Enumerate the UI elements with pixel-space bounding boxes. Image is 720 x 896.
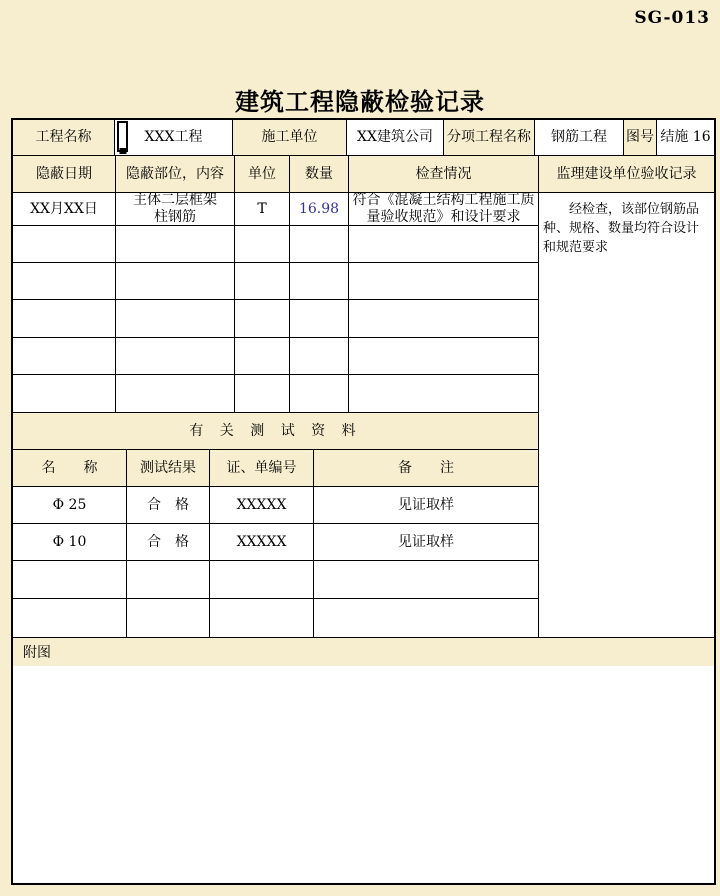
drawing-no-label: 图号 <box>624 120 657 156</box>
sub-project-field[interactable]: 钢筋工程 <box>535 120 624 156</box>
table-body <box>13 193 714 638</box>
record-date-cell[interactable] <box>13 375 116 413</box>
sub-project-label: 分项工程名称 <box>444 120 535 156</box>
test-cert-no-cell[interactable]: XXXXX <box>210 524 314 561</box>
test-name-cell[interactable] <box>13 599 127 638</box>
project-name-field[interactable] <box>115 120 233 156</box>
record-row <box>13 193 539 226</box>
col-header-quantity: 数量 <box>290 156 349 193</box>
record-part-cell[interactable] <box>116 226 235 263</box>
test-row <box>13 561 539 599</box>
test-cert-no-cell[interactable]: XXXXX <box>210 487 314 524</box>
record-inspection-cell[interactable] <box>349 338 539 375</box>
drawing-no-field[interactable]: 结施 16 <box>657 120 714 156</box>
test-name-cell[interactable]: Φ 25 <box>13 487 127 524</box>
test-cert-no-cell[interactable] <box>210 561 314 599</box>
test-col-remark: 备 注 <box>314 450 539 487</box>
record-quantity-cell[interactable] <box>290 300 349 338</box>
test-section-title: 有 关 测 试 资 料 <box>13 413 539 450</box>
test-result-cell[interactable]: 合 格 <box>127 524 210 561</box>
record-row <box>13 263 539 300</box>
test-remark-cell[interactable]: 见证取样 <box>314 524 539 561</box>
constructor-label: 施工单位 <box>233 120 347 156</box>
record-unit-cell[interactable] <box>235 300 290 338</box>
test-row <box>13 524 539 561</box>
test-result-cell[interactable] <box>127 561 210 599</box>
record-row <box>13 300 539 338</box>
record-inspection-cell[interactable]: 符合《混凝土结构工程施工质量验收规范》和设计要求 <box>349 193 539 226</box>
record-part-cell[interactable] <box>116 338 235 375</box>
record-date-cell[interactable] <box>13 263 116 300</box>
record-inspection-cell[interactable] <box>349 263 539 300</box>
record-unit-cell[interactable]: T <box>235 193 290 226</box>
record-part-cell[interactable] <box>116 300 235 338</box>
test-name-cell[interactable]: Φ 10 <box>13 524 127 561</box>
col-header-date: 隐蔽日期 <box>13 156 116 193</box>
test-remark-cell[interactable] <box>314 561 539 599</box>
project-name-value: XXX工程 <box>144 129 203 146</box>
text-cursor-icon <box>117 121 128 152</box>
record-date-cell[interactable] <box>13 300 116 338</box>
record-quantity-cell[interactable] <box>290 226 349 263</box>
test-row <box>13 599 539 638</box>
test-result-cell[interactable]: 合 格 <box>127 487 210 524</box>
attachment-label: 附图 <box>13 638 714 666</box>
test-cert-no-cell[interactable] <box>210 599 314 638</box>
record-row <box>13 375 539 413</box>
test-remark-cell[interactable]: 见证取样 <box>314 487 539 524</box>
record-part-cell[interactable] <box>116 263 235 300</box>
record-inspection-cell[interactable] <box>349 375 539 413</box>
record-row <box>13 226 539 263</box>
record-date-cell[interactable] <box>13 226 116 263</box>
record-table <box>11 118 716 885</box>
supervisor-record-text: 经检查，该部位钢筋品种、规格、数量均符合设计和规范要求 <box>543 202 700 255</box>
form-code: SG-013 <box>634 8 710 28</box>
record-inspection-cell[interactable] <box>349 226 539 263</box>
record-unit-cell[interactable] <box>235 338 290 375</box>
project-name-label: 工程名称 <box>13 120 115 156</box>
record-unit-cell[interactable] <box>235 375 290 413</box>
test-col-name: 名 称 <box>13 450 127 487</box>
constructor-field[interactable]: XX建筑公司 <box>347 120 444 156</box>
test-columns-row <box>13 450 539 487</box>
test-col-result: 测试结果 <box>127 450 210 487</box>
test-row <box>13 487 539 524</box>
attachment-area[interactable] <box>13 666 714 883</box>
test-result-cell[interactable] <box>127 599 210 638</box>
record-quantity-cell[interactable] <box>290 263 349 300</box>
header-row-1 <box>13 120 714 156</box>
col-header-supervisor: 监理建设单位验收记录 <box>539 156 714 193</box>
record-part-cell[interactable]: 主体二层框架柱钢筋 <box>116 193 235 226</box>
record-quantity-cell[interactable] <box>290 375 349 413</box>
record-inspection-cell[interactable] <box>349 300 539 338</box>
record-date-cell[interactable]: XX月XX日 <box>13 193 116 226</box>
supervisor-record-cell[interactable] <box>539 193 714 638</box>
record-date-cell[interactable] <box>13 338 116 375</box>
header-row-2 <box>13 156 714 193</box>
record-unit-cell[interactable] <box>235 263 290 300</box>
test-remark-cell[interactable] <box>314 599 539 638</box>
test-col-cert-no: 证、单编号 <box>210 450 314 487</box>
test-name-cell[interactable] <box>13 561 127 599</box>
record-part-cell[interactable] <box>116 375 235 413</box>
record-unit-cell[interactable] <box>235 226 290 263</box>
record-quantity-cell[interactable]: 16.98 <box>290 193 349 226</box>
page-title: 建筑工程隐蔽检验记录 <box>235 88 485 116</box>
col-header-inspection: 检查情况 <box>349 156 539 193</box>
record-quantity-cell[interactable] <box>290 338 349 375</box>
col-header-unit: 单位 <box>235 156 290 193</box>
record-row <box>13 338 539 375</box>
col-header-part: 隐蔽部位，内容 <box>116 156 235 193</box>
table-body-left <box>13 193 539 638</box>
test-section-header-row <box>13 413 539 450</box>
